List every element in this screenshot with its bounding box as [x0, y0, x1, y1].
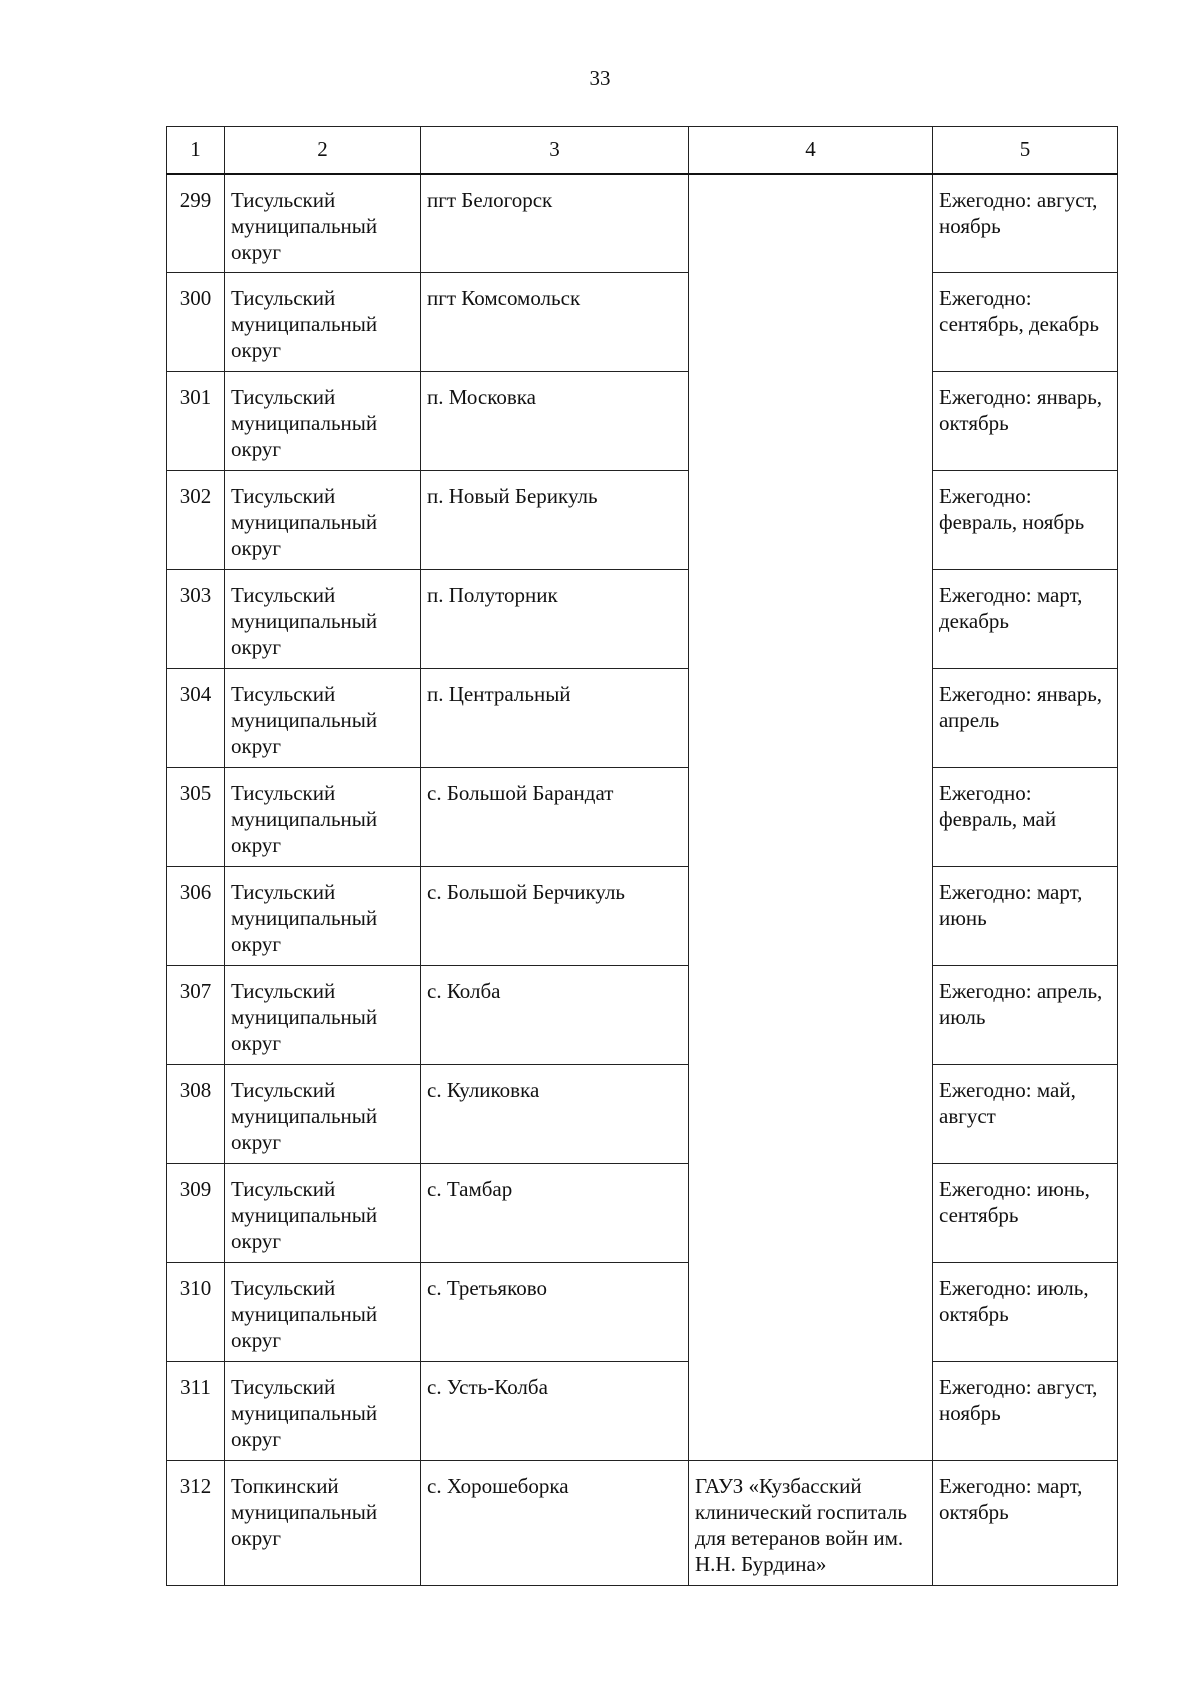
- cell-place: с. Тамбар: [421, 1164, 689, 1263]
- cell-number: 302: [167, 471, 225, 570]
- cell-district: Тисульский муниципальный округ: [225, 471, 421, 570]
- cell-number: 304: [167, 669, 225, 768]
- cell-number: 309: [167, 1164, 225, 1263]
- cell-schedule: Ежегодно: март, июнь: [933, 867, 1118, 966]
- cell-district: Тисульский муниципальный округ: [225, 1164, 421, 1263]
- cell-place: с. Куликовка: [421, 1065, 689, 1164]
- cell-place: с. Усть-Колба: [421, 1362, 689, 1461]
- cell-number: 306: [167, 867, 225, 966]
- header-col-2: 2: [225, 127, 421, 174]
- cell-schedule: Ежегодно: февраль, май: [933, 768, 1118, 867]
- cell-district: Тисульский муниципальный округ: [225, 669, 421, 768]
- table-body: [167, 174, 1118, 1586]
- header-col-5: 5: [933, 127, 1118, 174]
- table-row: [167, 669, 1118, 768]
- cell-schedule: Ежегодно: март, декабрь: [933, 570, 1118, 669]
- cell-schedule: Ежегодно: апрель, июль: [933, 966, 1118, 1065]
- cell-number: 310: [167, 1263, 225, 1362]
- cell-schedule: Ежегодно: июнь, сентябрь: [933, 1164, 1118, 1263]
- cell-district: Тисульский муниципальный округ: [225, 1362, 421, 1461]
- cell-place: п. Полуторник: [421, 570, 689, 669]
- table-row: [167, 1461, 1118, 1586]
- cell-place: п. Новый Берикуль: [421, 471, 689, 570]
- cell-number: 305: [167, 768, 225, 867]
- cell-place: с. Колба: [421, 966, 689, 1065]
- cell-schedule: Ежегодно: август, ноябрь: [933, 1362, 1118, 1461]
- table-row: [167, 1362, 1118, 1461]
- cell-schedule: Ежегодно: январь, апрель: [933, 669, 1118, 768]
- cell-district: Тисульский муниципальный округ: [225, 273, 421, 372]
- cell-schedule: Ежегодно: май, август: [933, 1065, 1118, 1164]
- table-row: [167, 1164, 1118, 1263]
- cell-schedule: Ежегодно: июль, октябрь: [933, 1263, 1118, 1362]
- cell-place: с. Третьяково: [421, 1263, 689, 1362]
- cell-schedule: Ежегодно: январь, октябрь: [933, 372, 1118, 471]
- cell-number: 312: [167, 1461, 225, 1586]
- cell-district: Тисульский муниципальный округ: [225, 1263, 421, 1362]
- cell-district: Тисульский муниципальный округ: [225, 372, 421, 471]
- table-row: [167, 1065, 1118, 1164]
- cell-district: Тисульский муниципальный округ: [225, 570, 421, 669]
- table-row: [167, 174, 1118, 273]
- cell-place: пгт Белогорск: [421, 174, 689, 273]
- cell-organization: ГАУЗ «Кузбасский клинический госпиталь для ветеранов войн им. Н.Н. Бурдина»: [689, 1461, 933, 1586]
- table-row: [167, 372, 1118, 471]
- cell-district: Тисульский муниципальный округ: [225, 966, 421, 1065]
- cell-schedule: Ежегодно: сентябрь, декабрь: [933, 273, 1118, 372]
- header-col-1: 1: [167, 127, 225, 174]
- table-row: [167, 867, 1118, 966]
- cell-place: с. Хорошеборка: [421, 1461, 689, 1586]
- cell-district: Тисульский муниципальный округ: [225, 174, 421, 273]
- header-col-3: 3: [421, 127, 689, 174]
- cell-place: пгт Комсомольск: [421, 273, 689, 372]
- cell-number: 300: [167, 273, 225, 372]
- cell-schedule: Ежегодно: август, ноябрь: [933, 174, 1118, 273]
- table-row: [167, 570, 1118, 669]
- table-row: [167, 471, 1118, 570]
- table-row: [167, 273, 1118, 372]
- page-number: 33: [589, 66, 611, 90]
- cell-organization-merged: [689, 174, 933, 1461]
- cell-place: п. Московка: [421, 372, 689, 471]
- cell-number: 308: [167, 1065, 225, 1164]
- cell-number: 301: [167, 372, 225, 471]
- cell-number: 311: [167, 1362, 225, 1461]
- cell-number: 299: [167, 174, 225, 273]
- schedule-table: [166, 126, 1118, 1586]
- cell-district: Тисульский муниципальный округ: [225, 1065, 421, 1164]
- cell-district: Тисульский муниципальный округ: [225, 768, 421, 867]
- cell-schedule: Ежегодно: февраль, ноябрь: [933, 471, 1118, 570]
- cell-district: Тисульский муниципальный округ: [225, 867, 421, 966]
- table-row: [167, 1263, 1118, 1362]
- cell-place: с. Большой Берчикуль: [421, 867, 689, 966]
- cell-place: с. Большой Барандат: [421, 768, 689, 867]
- cell-number: 307: [167, 966, 225, 1065]
- cell-place: п. Центральный: [421, 669, 689, 768]
- cell-schedule: Ежегодно: март, октябрь: [933, 1461, 1118, 1586]
- table-row: [167, 768, 1118, 867]
- table-row: [167, 966, 1118, 1065]
- cell-number: 303: [167, 570, 225, 669]
- table-header: [167, 127, 1118, 174]
- cell-district: Топкинский муниципальный округ: [225, 1461, 421, 1586]
- header-col-4: 4: [689, 127, 933, 174]
